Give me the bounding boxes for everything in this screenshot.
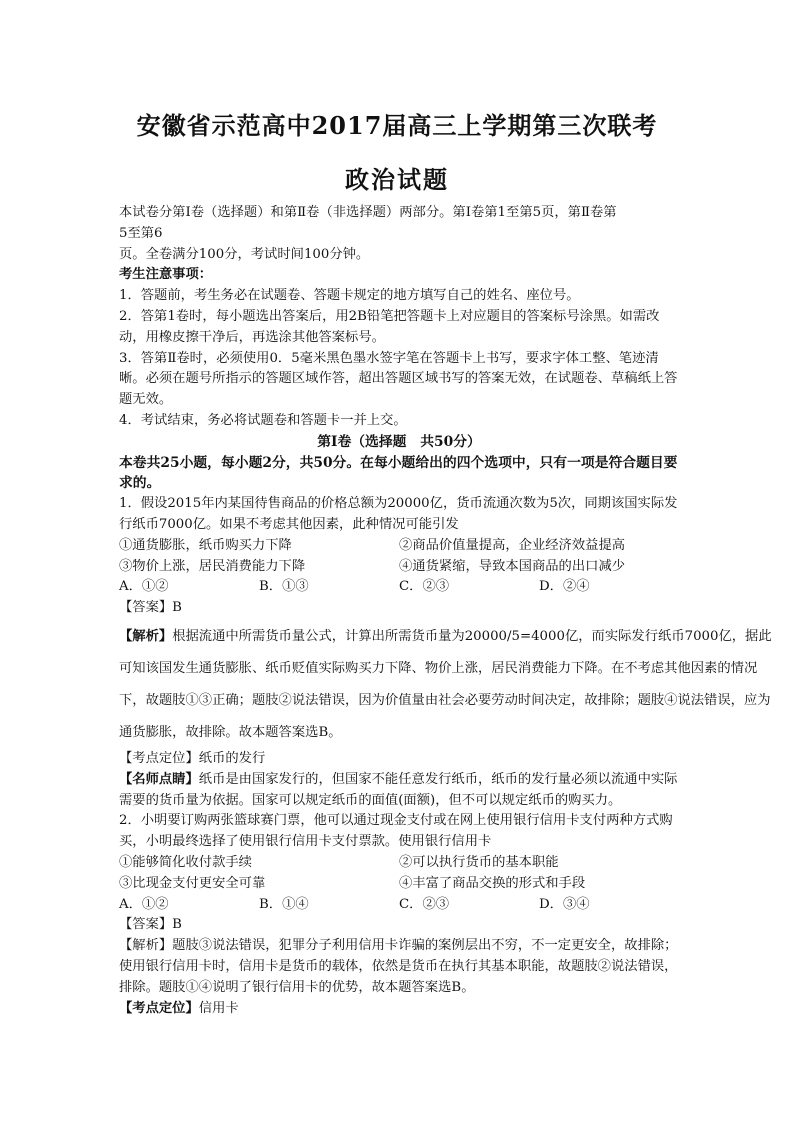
question-2-stem: 2．小明要订购两张篮球赛门票，他可以通过现金支付或在网上使用银行信用卡支付两种方式购买，小明最终选择了使用银行信用卡支付票款。使用银行信用卡 <box>119 813 673 850</box>
question-1-analysis <box>119 621 775 749</box>
q2-item: ①能够简化收付款手续 <box>119 854 252 870</box>
section-title: 第Ⅰ卷（选择题 共50分） <box>317 433 481 450</box>
teacher-tag: 【名师点睛】 <box>119 771 199 787</box>
question-1-items <box>119 557 679 578</box>
q2-choice: C．②③ <box>399 896 450 912</box>
notice-item: 2．答第1卷时，每小题选出答案后，用2B铅笔把答题卡上对应题目的答案标号涂黑。如需改动，用橡皮擦干净后，再选涂其他答案标号。 <box>119 308 660 345</box>
point-tag: 【考点定位】 <box>119 1000 199 1016</box>
q1-choice: A．①② <box>119 579 169 595</box>
document-subtitle: 政治试题 <box>345 165 449 194</box>
intro-line: 本试卷分第Ⅰ卷（选择题）和第Ⅱ卷（非选择题）两部分。第Ⅰ卷第1至第5页，第Ⅱ卷第 <box>119 205 617 220</box>
document-title: 安徽省示范高中2017届高三上学期第三次联考 <box>136 111 658 140</box>
analysis-tag: 【解析】 <box>119 628 173 644</box>
teacher-text: 纸币是由国家发行的，但国家不能任意发行纸币，纸币的发行量必须以流通中实际需要的货币量为依据。国家可以规定纸币的面值(面额)，但不可以规定纸币的购买力。 <box>119 771 678 808</box>
question-1-choices <box>119 577 679 598</box>
q2-choice: A．①② <box>119 896 169 912</box>
q2-item: ④丰富了商品交换的形式和手段 <box>399 875 586 891</box>
q1-item: ③物价上涨，居民消费能力下降 <box>119 558 306 574</box>
intro-line: 5至第6 <box>119 225 163 241</box>
question-1-items <box>119 536 679 557</box>
question-2-items <box>119 874 679 895</box>
q1-item: ②商品价值量提高，企业经济效益提高 <box>399 537 626 553</box>
q1-choice: B．①③ <box>259 579 309 595</box>
q1-item: ④通货紧缩，导致本国商品的出口减少 <box>399 558 626 574</box>
question-1-teacher-note <box>119 770 679 812</box>
document-body <box>119 203 772 1019</box>
q2-item: ③比现金支付更安全可靠 <box>119 875 266 891</box>
q2-choice: B．①④ <box>259 896 309 912</box>
q1-item: ①通货膨胀，纸币购买力下降 <box>119 537 292 553</box>
notice-item: 4．考试结束，务必将试题卷和答题卡一并上交。 <box>119 412 407 428</box>
question-1-stem: 1．假设2015年内某国待售商品的价格总额为20000亿，货币流通次数为5次，同期该国实际发行纸币7000亿。如果不考虑其他因素，此种情况可能引发 <box>119 496 678 532</box>
question-1-answer: 【答案】B <box>119 600 182 616</box>
notice-heading: 考生注意事项： <box>119 267 213 283</box>
q1-choice: D．②④ <box>539 579 590 595</box>
analysis-text: 根据流通中所需货币量公式，计算出所需货币量为20000/5=4000亿，而实际发行纸币7000亿，据此可知该国发生通货膨胀、纸币贬值实际购买力下降、物价上涨，居民消费能力下降。在不考虑其他因素的情况下，故题肢①③正确；题肢②说法错误，因为价值量由社会必要劳动时间决定，故排除；题肢④说法错误，应为通货膨胀，故排除。故本题答案选B。 <box>119 628 772 740</box>
question-2-items <box>119 853 679 874</box>
question-2-point <box>119 999 679 1020</box>
notice-item: 3．答第Ⅱ卷时，必须使用0．5毫米黑色墨水签字笔在答题卡上书写，要求字体工整、笔迹清晰。必须在题号所指示的答题区域作答，超出答题区域书写的答案无效，在试题卷、草稿纸上答题无效。 <box>119 350 678 408</box>
point-text: 信用卡 <box>198 1000 239 1016</box>
q2-choice: D．③④ <box>539 896 590 912</box>
question-2-answer: 【答案】B <box>119 917 182 933</box>
q1-choice: C．②③ <box>399 579 450 595</box>
intro-line: 页。全卷满分100分，考试时间100分钟。 <box>119 246 370 262</box>
notice-item: 1．答题前，考生务必在试题卷、答题卡规定的地方填写自己的姓名、座位号。 <box>119 288 580 304</box>
q2-item: ②可以执行货币的基本职能 <box>399 854 559 870</box>
section-instructions: 本卷共25小题，每小题2分，共50分。在每小题给出的四个选项中，只有一项是符合题目要求的。 <box>119 454 678 492</box>
question-1-point: 【考点定位】纸币的发行 <box>119 750 266 766</box>
question-2-choices <box>119 895 679 916</box>
question-2-analysis: 【解析】题肢③说法错误，犯罪分子利用信用卡诈骗的案例层出不穷，不一定更安全，故排除；使用银行信用卡时，信用卡是货币的载体，依然是货币在执行其基本职能，故题肢②说法错误，排除。题肢①④说明了银行信用卡的优势，故本题答案选B。 <box>119 938 678 995</box>
